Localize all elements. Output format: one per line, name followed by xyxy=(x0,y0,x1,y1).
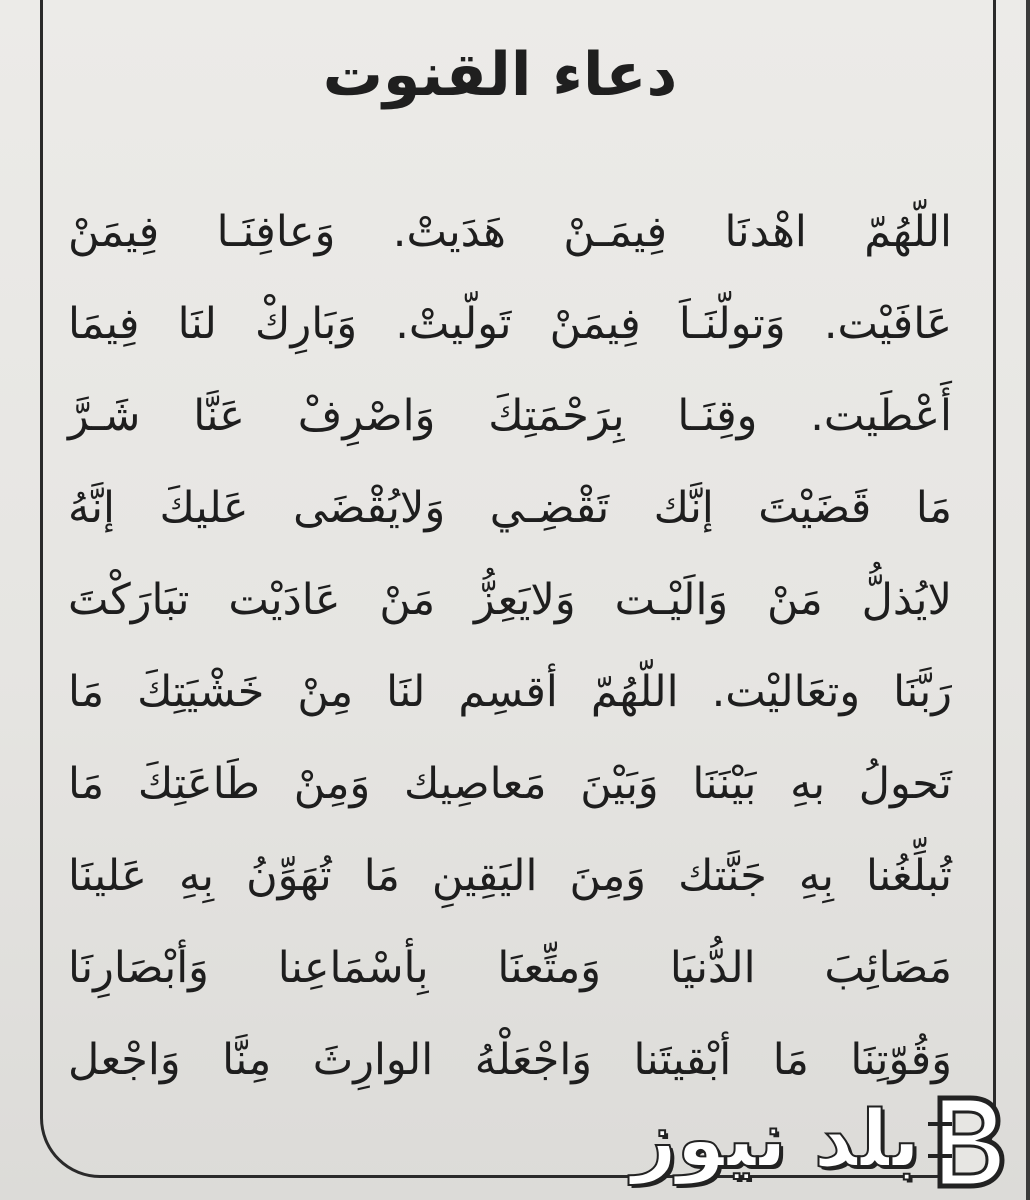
text-line: تُبلِّغُنا بِهِ جَنَّتك وَمِنَ اليَقِينِ مَا تُهَوِّنُ بِهِ عَلينَا xyxy=(68,851,952,901)
text-line: لايُذلُّ مَنْ وَالَيْـت وَلايَعِزُّ مَنْ عَادَيْت تبَارَكْتَ xyxy=(68,575,952,625)
text-line: عَافَيْت. وَتولّنَـاَ فِيمَنْ تَولّيتْ. وَبَارِكْ لنَا فِيمَا xyxy=(68,299,952,349)
text-line: مَا قَضَيْتَ إنَّك تَقْضِـي وَلايُقْضَى عَليكَ إنَّهُ xyxy=(68,483,952,533)
text-line: رَبَّنَا وتعَاليْت. اللّهُمّ أقسِم لنَا مِنْ خَشْيَتِكَ مَا xyxy=(68,667,952,717)
logo-mark-icon xyxy=(922,1088,1018,1196)
text-line: أَعْطَيت. وقِنَـا بِرَحْمَتِكَ وَاصْرِفْ عَنَّا شَـرَّ xyxy=(68,391,952,441)
text-line: مَصَائِبَ الدُّنيَا وَمتِّعنَا بِأسْمَاعِنا وَأبْصَارِنَا xyxy=(68,943,952,993)
text-line: وَقُوّتِنَا مَا أبْقيتَنا وَاجْعَلْهُ الوارِثَ مِنَّا وَاجْعل xyxy=(68,1035,952,1085)
page-edge xyxy=(1026,0,1030,1200)
watermark xyxy=(620,1082,1030,1200)
document-title: دعاء القنوت xyxy=(322,40,678,110)
watermark-text: بلد نيوز xyxy=(631,1095,920,1185)
text-line: تَحولُ بهِ بَيْنَنَا وَبَيْنَ مَعاصِيك وَمِنْ طَاعَتِكَ مَا xyxy=(68,759,952,809)
text-line: اللّهُمّ اهْدنَا فِيمَـنْ هَدَيتْ. وَعافِنَـا فِيمَنْ xyxy=(68,207,952,257)
prayer-text xyxy=(68,186,952,1106)
